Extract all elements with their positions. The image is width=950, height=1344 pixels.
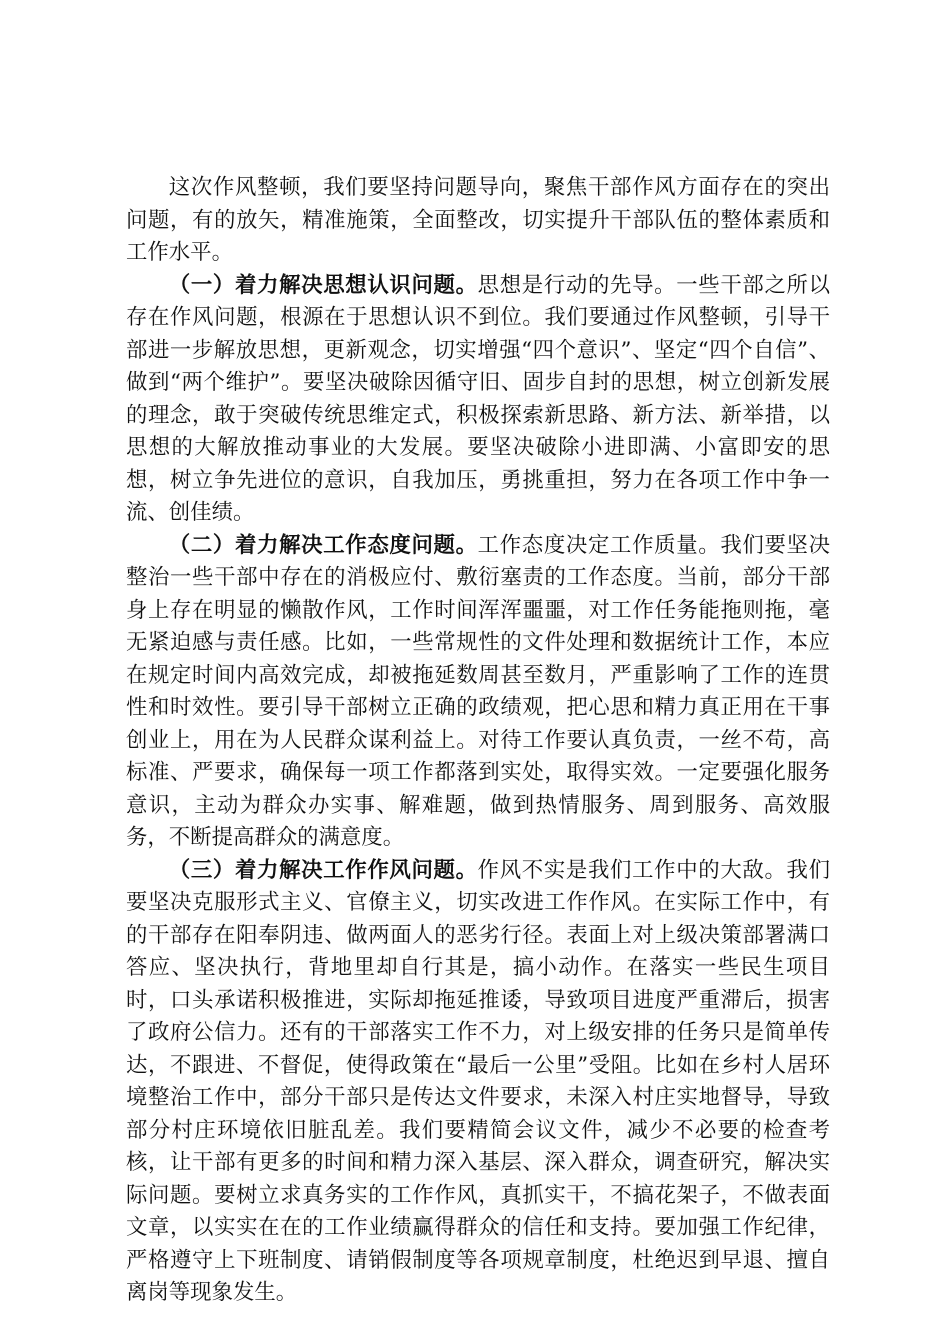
section-3-heading: （三）着力解决工作作风问题。 (168, 857, 478, 883)
section-1-body: 思想是行动的先导。一些干部之所以存在作风问题，根源在于思想认识不到位。我们要通过作风整顿，引导干部进一步解放思想，更新观念，切实增强“四个意识”、坚定“四个自信”、做到“两个维护”。要坚决破除因循守旧、固步自封的思想，树立创新发展的理念，敢于突破传统思维定式，积极探索新思路、新方法、新举措，以思想的大解放推动事业的大发展。要坚决破除小进即满、小富即安的思想，树立争先进位的意识，自我加压，勇挑重担，努力在各项工作中争一流、创佳绩。 (126, 272, 830, 525)
section-1-heading: （一）着力解决思想认识问题。 (168, 272, 478, 298)
section-2-paragraph (126, 530, 830, 855)
document-body (126, 172, 830, 1310)
section-3-body: 作风不实是我们工作中的大敌。我们要坚决克服形式主义、官僚主义，切实改进工作作风。在实际工作中，有的干部存在阳奉阴违、做两面人的恶劣行径。表面上对上级决策部署满口答应、坚决执行，背地里却自行其是，搞小动作。在落实一些民生项目时，口头承诺积极推进，实际却拖延推诿，导致项目进度严重滞后，损害了政府公信力。还有的干部落实工作不力，对上级安排的任务只是简单传达，不跟进、不督促，使得政策在“最后一公里”受阻。比如在乡村人居环境整治工作中，部分干部只是传达文件要求，未深入村庄实地督导，导致部分村庄环境依旧脏乱差。我们要精简会议文件，减少不必要的检查考核，让干部有更多的时间和精力深入基层、深入群众，调查研究，解决实际问题。要树立求真务实的工作作风，真抓实干，不搞花架子，不做表面文章，以实实在在的工作业绩赢得群众的信任和支持。要加强工作纪律，严格遵守上下班制度、请销假制度等各项规章制度，杜绝迟到早退、擅自离岗等现象发生。 (126, 857, 830, 1305)
section-3-paragraph (126, 855, 830, 1310)
intro-paragraph: 这次作风整顿，我们要坚持问题导向，聚焦干部作风方面存在的突出问题，有的放矢，精准施策，全面整改，切实提升干部队伍的整体素质和工作水平。 (126, 175, 830, 265)
section-2-heading: （二）着力解决工作态度问题。 (168, 532, 478, 558)
section-1-paragraph (126, 270, 830, 530)
section-2-body: 工作态度决定工作质量。我们要坚决整治一些干部中存在的消极应付、敷衍塞责的工作态度。当前，部分干部身上存在明显的懒散作风，工作时间浑浑噩噩，对工作任务能拖则拖，毫无紧迫感与责任感。比如，一些常规性的文件处理和数据统计工作，本应在规定时间内高效完成，却被拖延数周甚至数月，严重影响了工作的连贯性和时效性。要引导干部树立正确的政绩观，把心思和精力真正用在干事创业上，用在为人民群众谋利益上。对待工作要认真负责，一丝不苟，高标准、严要求，确保每一项工作都落到实处，取得实效。一定要强化服务意识，主动为群众办实事、解难题，做到热情服务、周到服务、高效服务，不断提高群众的满意度。 (126, 532, 830, 850)
